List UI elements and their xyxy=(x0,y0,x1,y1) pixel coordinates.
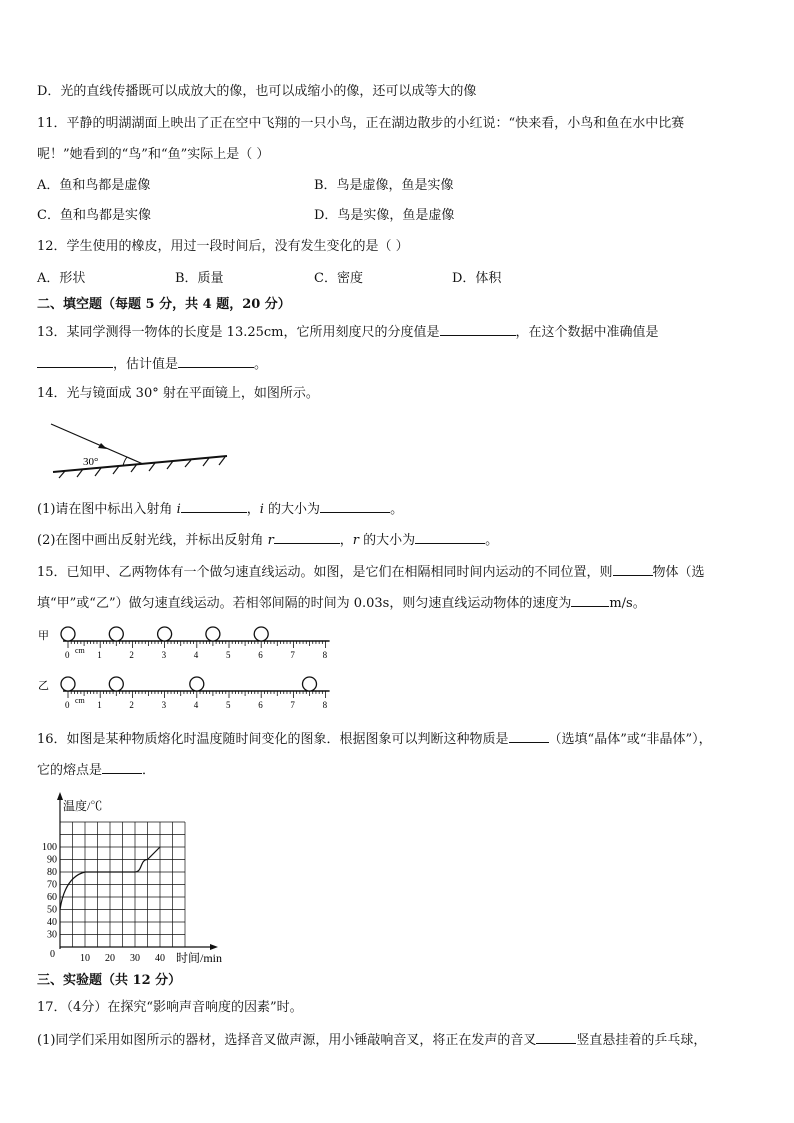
q15-line2: 填“甲”或“乙”）做匀速直线运动。若相邻间隔的时间为 0.03s，则匀速直线运动物体的速度为 m/s。 xyxy=(37,593,646,613)
jia-tick-label: 7 xyxy=(290,650,295,660)
q14-blank-i-mark[interactable] xyxy=(181,499,247,513)
q13-text-2: ，在这个数据中准确值是 xyxy=(515,325,659,340)
ruler-yi xyxy=(61,677,330,710)
yi-tick-label: 2 xyxy=(129,700,134,710)
q12-stem: 12．学生使用的橡皮，用过一段时间后，没有发生变化的是（ ） xyxy=(37,239,409,254)
y-tick-label: 80 xyxy=(47,867,57,878)
yi-tick-label: 3 xyxy=(161,700,167,710)
q17-blank-action[interactable] xyxy=(536,1030,576,1044)
q16-line1: 16．如图是某种物质熔化时温度随时间变化的图象．根据图象可以判断这种物质是 （选填“晶体”或“非晶体”）， xyxy=(37,729,712,749)
origin-label: 0 xyxy=(50,949,55,960)
q12-option-b: B．质量 xyxy=(175,271,224,286)
q14-sub2: (2)在图中画出反射光线，并标出反射角 r ，r 的大小为 。 xyxy=(37,530,498,550)
yi-tick-label: 8 xyxy=(322,700,328,710)
yi-tick-label: 1 xyxy=(97,700,102,710)
q16-line2: 它的熔点是 ． xyxy=(37,760,155,780)
jia-tick-label: 1 xyxy=(97,650,102,660)
jia-ball xyxy=(254,627,268,641)
q11-option-b: B．鸟是虚像，鱼是实像 xyxy=(314,178,454,193)
jia-tick-label: 3 xyxy=(161,650,167,660)
y-tick-label: 50 xyxy=(47,904,57,916)
jia-tick-label: 2 xyxy=(129,650,134,660)
q14-blank-r-size[interactable] xyxy=(415,530,485,544)
x-tick-label: 30 xyxy=(130,953,140,963)
y-tick-label: 90 xyxy=(47,854,57,866)
yi-tick-label: 0 xyxy=(65,700,70,710)
q14-stem: 14．光与镜面成 30° 射在平面镜上，如图所示。 xyxy=(37,386,319,401)
jia-tick-label: 5 xyxy=(226,650,231,660)
yi-tick-label: 4 xyxy=(193,700,199,710)
yi-ball xyxy=(303,677,317,691)
q13-blank-accurate[interactable] xyxy=(37,354,113,368)
q17-sub1: (1)同学们采用如图所示的器材，选择音叉做声源，用小锤敲响音叉，将正在发声的音叉 竖直悬挂着的乒乓球， xyxy=(37,1030,706,1050)
q13-line1 xyxy=(37,322,659,342)
label-jia: 甲 xyxy=(38,629,49,642)
yi-tick-label: 5 xyxy=(226,700,231,710)
label-yi: 乙 xyxy=(38,679,49,692)
q12-option-d: D．体积 xyxy=(452,271,502,286)
jia-ball xyxy=(206,627,220,641)
section2-title: 二、填空题（每题 5 分，共 4 题，20 分） xyxy=(37,297,291,312)
q13-blank-division[interactable] xyxy=(440,322,516,336)
q11-stem-line1: 11．平静的明湖湖面上映出了正在空中飞翔的一只小鸟，正在湖边散步的小红说：“快来看，小鸟和鱼在水中比赛 xyxy=(37,116,685,131)
jia-unit: cm xyxy=(75,646,85,655)
x-axis-arrow xyxy=(210,944,218,950)
q17-stem: 17．（4分）在探究“影响声音响度的因素”时。 xyxy=(37,1000,303,1015)
q16-blank-type[interactable] xyxy=(509,729,549,743)
q13-text-4: 。 xyxy=(254,357,268,372)
chart-grid xyxy=(60,822,185,947)
jia-tick-label: 8 xyxy=(322,650,328,660)
q11-stem-line2: 呢！”她看到的“鸟”和“鱼”实际上是（ ） xyxy=(37,147,270,162)
q13-line2 xyxy=(37,354,267,374)
q11-option-d: D．鸟是实像，鱼是虚像 xyxy=(314,208,455,223)
y-tick-label: 40 xyxy=(47,917,57,928)
section3-title: 三、实验题（共 12 分） xyxy=(37,973,182,988)
q15-blank-speed[interactable] xyxy=(571,593,609,607)
yi-ball xyxy=(190,677,204,691)
jia-ball xyxy=(61,627,75,641)
x-tick-label: 40 xyxy=(155,953,165,963)
q14-mirror-figure xyxy=(45,420,235,480)
jia-tick-label: 0 xyxy=(65,650,70,660)
q11-option-c: C．鱼和鸟都是实像 xyxy=(37,208,151,223)
x-tick-label: 10 xyxy=(80,953,90,963)
incident-ray-arrow xyxy=(98,443,107,449)
ruler-jia xyxy=(61,627,330,660)
q14-blank-i-size[interactable] xyxy=(320,499,390,513)
y-tick-label: 60 xyxy=(47,892,57,903)
q16-blank-melting-point[interactable] xyxy=(102,760,142,774)
q10-option-d: D．光的直线传播既可以成放大的像，也可以成缩小的像，还可以成等大的像 xyxy=(37,84,477,99)
x-axis-label: 时间/min xyxy=(176,951,223,963)
x-tick-label: 20 xyxy=(105,953,115,963)
y-tick-label: 70 xyxy=(47,879,57,891)
q11-option-a: A．鱼和鸟都是虚像 xyxy=(37,178,151,193)
q13-blank-estimate[interactable] xyxy=(178,354,254,368)
yi-tick-label: 6 xyxy=(258,700,263,710)
q15-line1: 15．已知甲、乙两物体有一个做匀速直线运动。如图，是它们在相隔相同时间内运动的不同位置，则 物体（选 xyxy=(37,562,705,582)
y-axis-label: 温度/℃ xyxy=(63,799,103,813)
jia-tick-label: 4 xyxy=(193,650,199,660)
yi-ball xyxy=(109,677,123,691)
q14-blank-r-mark[interactable] xyxy=(274,530,340,544)
yi-tick-label: 7 xyxy=(290,700,295,710)
q12-option-c: C．密度 xyxy=(314,271,363,286)
q16-melting-chart xyxy=(36,788,236,963)
y-tick-label: 100 xyxy=(42,842,57,853)
jia-ball xyxy=(158,627,172,641)
jia-tick-label: 6 xyxy=(258,650,263,660)
q14-sub1: (1)请在图中标出入射角 i ，i 的大小为 。 xyxy=(37,499,403,519)
q13-text-1: 13．某同学测得一物体的长度是 13.25cm，它所用刻度尺的分度值是 xyxy=(37,325,440,340)
chart-labels xyxy=(42,798,222,963)
q15-blank-object[interactable] xyxy=(613,562,653,576)
yi-ball xyxy=(61,677,75,691)
jia-ball xyxy=(109,627,123,641)
mirror-line xyxy=(53,456,227,472)
q15-ruler-figure xyxy=(36,622,336,717)
y-tick-label: 30 xyxy=(47,929,57,941)
q13-text-3: ，估计值是 xyxy=(113,357,179,372)
q12-option-a: A．形状 xyxy=(37,271,86,286)
angle-label: 30° xyxy=(83,456,99,468)
yi-unit: cm xyxy=(75,696,85,705)
